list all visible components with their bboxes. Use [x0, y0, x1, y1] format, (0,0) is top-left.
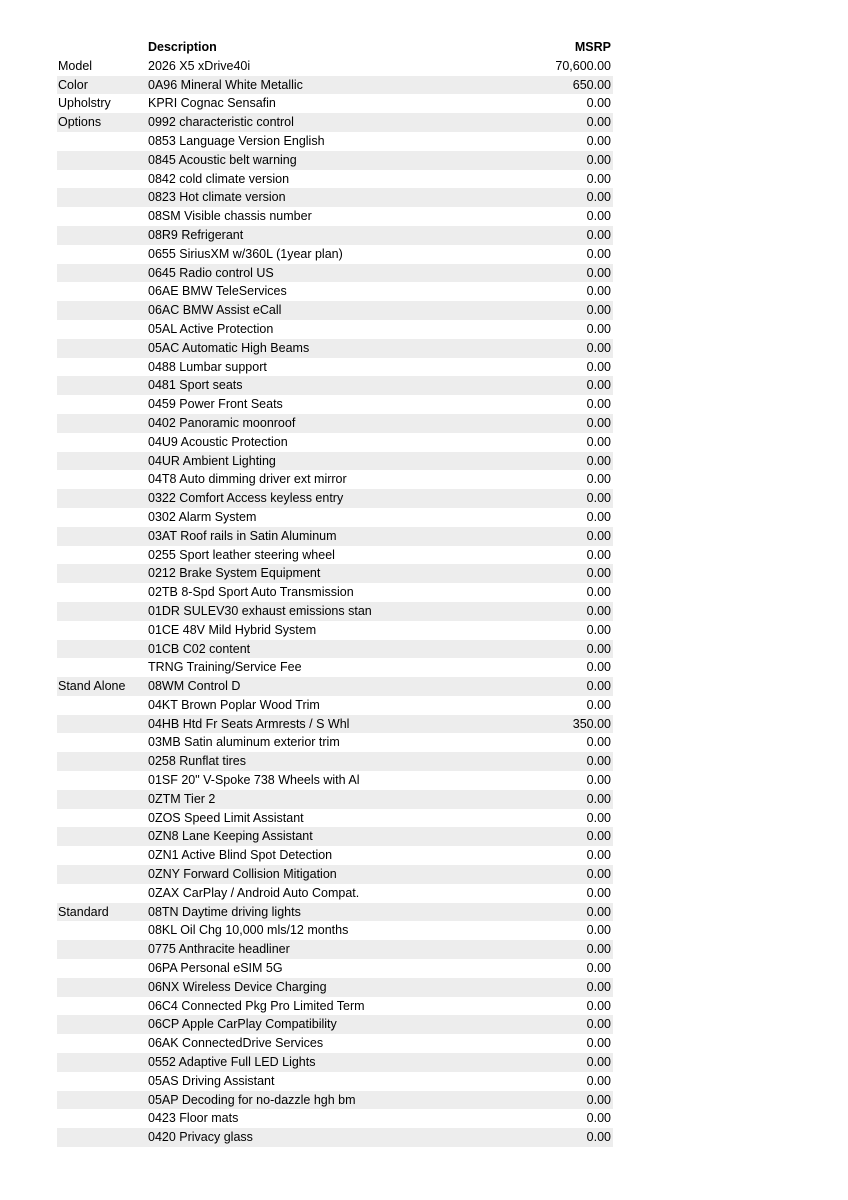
category-cell: [57, 358, 148, 377]
category-cell: [57, 1109, 148, 1128]
description-cell: 0212 Brake System Equipment: [148, 566, 321, 581]
category-cell: [57, 564, 148, 583]
description-cell: 0255 Sport leather steering wheel: [148, 547, 335, 562]
msrp-cell: 0.00: [586, 622, 611, 637]
description-cell: 0552 Adaptive Full LED Lights: [148, 1055, 316, 1070]
options-pricing-table: [57, 38, 613, 1147]
description-cell: 0655 SiriusXM w/360L (1year plan): [148, 246, 343, 261]
category-cell: [57, 151, 148, 170]
table-row: [57, 1034, 613, 1053]
table-row: [57, 207, 613, 226]
category-cell: [57, 827, 148, 846]
description-cell: 01CE 48V Mild Hybrid System: [148, 622, 317, 637]
category-cell: Stand Alone: [58, 679, 126, 694]
msrp-cell: 0.00: [586, 660, 611, 675]
msrp-cell: 0.00: [586, 1017, 611, 1032]
table-row: [57, 414, 613, 433]
description-cell: 06AE BMW TeleServices: [148, 284, 287, 299]
table-row: [57, 188, 613, 207]
msrp-cell: 0.00: [586, 321, 611, 336]
msrp-cell: 0.00: [586, 829, 611, 844]
table-row: [57, 827, 613, 846]
table-row: [57, 752, 613, 771]
msrp-cell: 0.00: [586, 641, 611, 656]
msrp-cell: 0.00: [586, 359, 611, 374]
category-cell: [57, 508, 148, 527]
description-cell: 0ZAX CarPlay / Android Auto Compat.: [148, 885, 360, 900]
description-cell: 0488 Lumbar support: [148, 359, 267, 374]
msrp-cell: 0.00: [586, 867, 611, 882]
category-cell: Standard: [58, 904, 109, 919]
description-cell: 0ZTM Tier 2: [148, 791, 216, 806]
description-cell: 0823 Hot climate version: [148, 190, 286, 205]
msrp-cell: 0.00: [586, 115, 611, 130]
category-cell: [57, 452, 148, 471]
description-cell: 0845 Acoustic belt warning: [148, 152, 297, 167]
msrp-cell: 0.00: [586, 491, 611, 506]
description-cell: 04U9 Acoustic Protection: [148, 434, 288, 449]
table-row: [57, 433, 613, 452]
category-cell: [57, 771, 148, 790]
table-row: [57, 151, 613, 170]
msrp-cell: 0.00: [586, 998, 611, 1013]
description-cell: 08R9 Refrigerant: [148, 227, 244, 242]
description-cell: 0481 Sport seats: [148, 378, 243, 393]
description-cell: 06NX Wireless Device Charging: [148, 979, 327, 994]
msrp-cell: 0.00: [586, 171, 611, 186]
description-column-header: Description: [148, 40, 217, 54]
table-row: [57, 940, 613, 959]
table-row: [57, 959, 613, 978]
category-cell: [57, 339, 148, 358]
table-row: [57, 564, 613, 583]
category-cell: [57, 696, 148, 715]
category-cell: [57, 320, 148, 339]
category-cell: [57, 414, 148, 433]
table-row: [57, 376, 613, 395]
category-cell: [57, 282, 148, 301]
description-cell: KPRI Cognac Sensafin: [148, 96, 276, 111]
table-row: [57, 395, 613, 414]
description-cell: 04UR Ambient Lighting: [148, 453, 276, 468]
msrp-cell: 650.00: [572, 77, 611, 92]
description-cell: 0402 Panoramic moonroof: [148, 415, 296, 430]
description-cell: 0302 Alarm System: [148, 509, 257, 524]
category-cell: [57, 658, 148, 677]
description-cell: 0459 Power Front Seats: [148, 397, 283, 412]
table-row: [57, 170, 613, 189]
description-cell: 05AP Decoding for no-dazzle hgh bm: [148, 1092, 356, 1107]
category-cell: [57, 301, 148, 320]
category-cell: [57, 884, 148, 903]
category-cell: [57, 376, 148, 395]
msrp-cell: 0.00: [586, 697, 611, 712]
msrp-cell: 0.00: [586, 303, 611, 318]
msrp-cell: 0.00: [586, 810, 611, 825]
category-cell: [57, 1034, 148, 1053]
table-row: [57, 94, 613, 113]
msrp-cell: 0.00: [586, 735, 611, 750]
table-row: [57, 113, 613, 132]
table-row: [57, 57, 613, 76]
description-cell: 04HB Htd Fr Seats Armrests / S Whl: [148, 716, 350, 731]
msrp-cell: 0.00: [586, 1055, 611, 1070]
msrp-cell: 0.00: [586, 397, 611, 412]
category-cell: [57, 188, 148, 207]
table-row: [57, 452, 613, 471]
description-cell: 0992 characteristic control: [148, 115, 294, 130]
msrp-cell: 0.00: [586, 603, 611, 618]
table-row: [57, 1015, 613, 1034]
description-cell: 06AK ConnectedDrive Services: [148, 1036, 324, 1051]
table-row: [57, 658, 613, 677]
category-cell: [57, 640, 148, 659]
description-cell: 08TN Daytime driving lights: [148, 904, 301, 919]
category-cell: [57, 1053, 148, 1072]
description-cell: 01SF 20" V-Spoke 738 Wheels with Al: [148, 773, 360, 788]
msrp-cell: 0.00: [586, 209, 611, 224]
table-row: [57, 997, 613, 1016]
msrp-cell: 0.00: [586, 547, 611, 562]
description-cell: 06PA Personal eSIM 5G: [148, 961, 283, 976]
table-row: [57, 132, 613, 151]
category-cell: Options: [58, 115, 102, 130]
category-cell: [57, 809, 148, 828]
table-row: [57, 1128, 613, 1147]
msrp-cell: 0.00: [586, 885, 611, 900]
category-cell: [57, 621, 148, 640]
msrp-cell: 0.00: [586, 679, 611, 694]
msrp-cell: 70,600.00: [555, 58, 611, 73]
description-cell: 2026 X5 xDrive40i: [148, 58, 251, 73]
description-cell: 0ZOS Speed Limit Assistant: [148, 810, 304, 825]
vehicle-options-sheet: [57, 38, 613, 1147]
description-cell: 03MB Satin aluminum exterior trim: [148, 735, 340, 750]
msrp-cell: 0.00: [586, 472, 611, 487]
description-cell: 02TB 8-Spd Sport Auto Transmission: [148, 585, 354, 600]
msrp-cell: 0.00: [586, 923, 611, 938]
category-cell: [57, 207, 148, 226]
description-cell: 08SM Visible chassis number: [148, 209, 312, 224]
description-cell: 0423 Floor mats: [148, 1111, 239, 1126]
msrp-cell: 0.00: [586, 227, 611, 242]
msrp-cell: 0.00: [586, 1092, 611, 1107]
table-row: [57, 226, 613, 245]
category-cell: [57, 170, 148, 189]
table-row: [57, 264, 613, 283]
description-cell: TRNG Training/Service Fee: [148, 660, 302, 675]
description-cell: 08KL Oil Chg 10,000 mls/12 months: [148, 923, 349, 938]
description-cell: 01DR SULEV30 exhaust emissions stan: [148, 603, 372, 618]
category-cell: [57, 1128, 148, 1147]
table-row: [57, 583, 613, 602]
description-cell: 04T8 Auto dimming driver ext mirror: [148, 472, 347, 487]
description-cell: 0842 cold climate version: [148, 171, 290, 186]
description-cell: 0853 Language Version English: [148, 133, 325, 148]
table-header-row: [57, 38, 613, 57]
table-row: [57, 921, 613, 940]
description-cell: 05AC Automatic High Beams: [148, 340, 310, 355]
table-row: [57, 470, 613, 489]
msrp-cell: 0.00: [586, 453, 611, 468]
table-row: [57, 640, 613, 659]
description-cell: 0ZN8 Lane Keeping Assistant: [148, 829, 313, 844]
category-cell: [57, 132, 148, 151]
description-cell: 08WM Control D: [148, 679, 241, 694]
category-cell: Color: [58, 77, 88, 92]
description-cell: 01CB C02 content: [148, 641, 251, 656]
table-row: [57, 76, 613, 95]
category-cell: Model: [58, 58, 93, 73]
category-cell: [57, 715, 148, 734]
msrp-cell: 0.00: [586, 434, 611, 449]
category-cell: [57, 245, 148, 264]
category-cell: [57, 527, 148, 546]
msrp-cell: 0.00: [586, 942, 611, 957]
table-row: [57, 301, 613, 320]
category-cell: [57, 752, 148, 771]
msrp-cell: 350.00: [572, 716, 611, 731]
msrp-cell: 0.00: [586, 1111, 611, 1126]
msrp-cell: 0.00: [586, 1073, 611, 1088]
description-cell: 0258 Runflat tires: [148, 754, 246, 769]
msrp-cell: 0.00: [586, 791, 611, 806]
msrp-cell: 0.00: [586, 961, 611, 976]
description-cell: 0A96 Mineral White Metallic: [148, 77, 303, 92]
category-cell: [57, 921, 148, 940]
description-cell: 03AT Roof rails in Satin Aluminum: [148, 528, 337, 543]
description-cell: 0420 Privacy glass: [148, 1130, 253, 1145]
table-row: [57, 602, 613, 621]
category-cell: [57, 1072, 148, 1091]
table-row: [57, 339, 613, 358]
category-cell: [57, 978, 148, 997]
description-cell: 06C4 Connected Pkg Pro Limited Term: [148, 998, 365, 1013]
table-row: [57, 846, 613, 865]
msrp-cell: 0.00: [586, 754, 611, 769]
description-cell: 04KT Brown Poplar Wood Trim: [148, 697, 320, 712]
msrp-cell: 0.00: [586, 979, 611, 994]
category-cell: [57, 264, 148, 283]
msrp-cell: 0.00: [586, 528, 611, 543]
description-cell: 05AL Active Protection: [148, 321, 274, 336]
category-cell: [57, 602, 148, 621]
description-cell: 0ZNY Forward Collision Mitigation: [148, 867, 337, 882]
msrp-cell: 0.00: [586, 133, 611, 148]
msrp-cell: 0.00: [586, 265, 611, 280]
category-cell: [57, 395, 148, 414]
table-row: [57, 978, 613, 997]
description-cell: 06CP Apple CarPlay Compatibility: [148, 1017, 337, 1032]
category-cell: [57, 489, 148, 508]
table-row: [57, 621, 613, 640]
table-row: [57, 1091, 613, 1110]
table-row: [57, 1072, 613, 1091]
category-cell: [57, 790, 148, 809]
msrp-cell: 0.00: [586, 566, 611, 581]
description-cell: 0ZN1 Active Blind Spot Detection: [148, 848, 333, 863]
category-cell: [57, 733, 148, 752]
msrp-cell: 0.00: [586, 246, 611, 261]
description-cell: 0645 Radio control US: [148, 265, 274, 280]
table-row: [57, 245, 613, 264]
table-row: [57, 320, 613, 339]
category-cell: [57, 546, 148, 565]
msrp-cell: 0.00: [586, 190, 611, 205]
msrp-cell: 0.00: [586, 284, 611, 299]
table-row: [57, 865, 613, 884]
table-row: [57, 733, 613, 752]
msrp-column-header: MSRP: [574, 40, 611, 54]
table-row: [57, 884, 613, 903]
msrp-cell: 0.00: [586, 848, 611, 863]
description-cell: 0322 Comfort Access keyless entry: [148, 491, 344, 506]
msrp-cell: 0.00: [586, 415, 611, 430]
msrp-cell: 0.00: [586, 509, 611, 524]
table-row: [57, 527, 613, 546]
category-cell: [57, 433, 148, 452]
category-cell: [57, 959, 148, 978]
category-column-header: [57, 38, 148, 57]
msrp-cell: 0.00: [586, 773, 611, 788]
category-cell: [57, 470, 148, 489]
table-body: [57, 57, 613, 1147]
category-cell: [57, 226, 148, 245]
msrp-cell: 0.00: [586, 152, 611, 167]
category-cell: [57, 1015, 148, 1034]
category-cell: Upholstry: [58, 96, 111, 111]
description-cell: 0775 Anthracite headliner: [148, 942, 290, 957]
msrp-cell: 0.00: [586, 904, 611, 919]
msrp-cell: 0.00: [586, 340, 611, 355]
table-row: [57, 489, 613, 508]
table-row: [57, 809, 613, 828]
table-row: [57, 1109, 613, 1128]
table-row: [57, 677, 613, 696]
msrp-cell: 0.00: [586, 585, 611, 600]
category-cell: [57, 1091, 148, 1110]
msrp-cell: 0.00: [586, 1036, 611, 1051]
category-cell: [57, 583, 148, 602]
table-row: [57, 1053, 613, 1072]
description-cell: 05AS Driving Assistant: [148, 1073, 275, 1088]
msrp-cell: 0.00: [586, 1130, 611, 1145]
table-row: [57, 790, 613, 809]
msrp-cell: 0.00: [586, 96, 611, 111]
category-cell: [57, 846, 148, 865]
table-row: [57, 508, 613, 527]
table-row: [57, 546, 613, 565]
table-row: [57, 903, 613, 922]
description-cell: 06AC BMW Assist eCall: [148, 303, 282, 318]
msrp-cell: 0.00: [586, 378, 611, 393]
category-cell: [57, 940, 148, 959]
table-row: [57, 282, 613, 301]
category-cell: [57, 997, 148, 1016]
table-row: [57, 715, 613, 734]
table-row: [57, 771, 613, 790]
table-row: [57, 696, 613, 715]
category-cell: [57, 865, 148, 884]
table-row: [57, 358, 613, 377]
